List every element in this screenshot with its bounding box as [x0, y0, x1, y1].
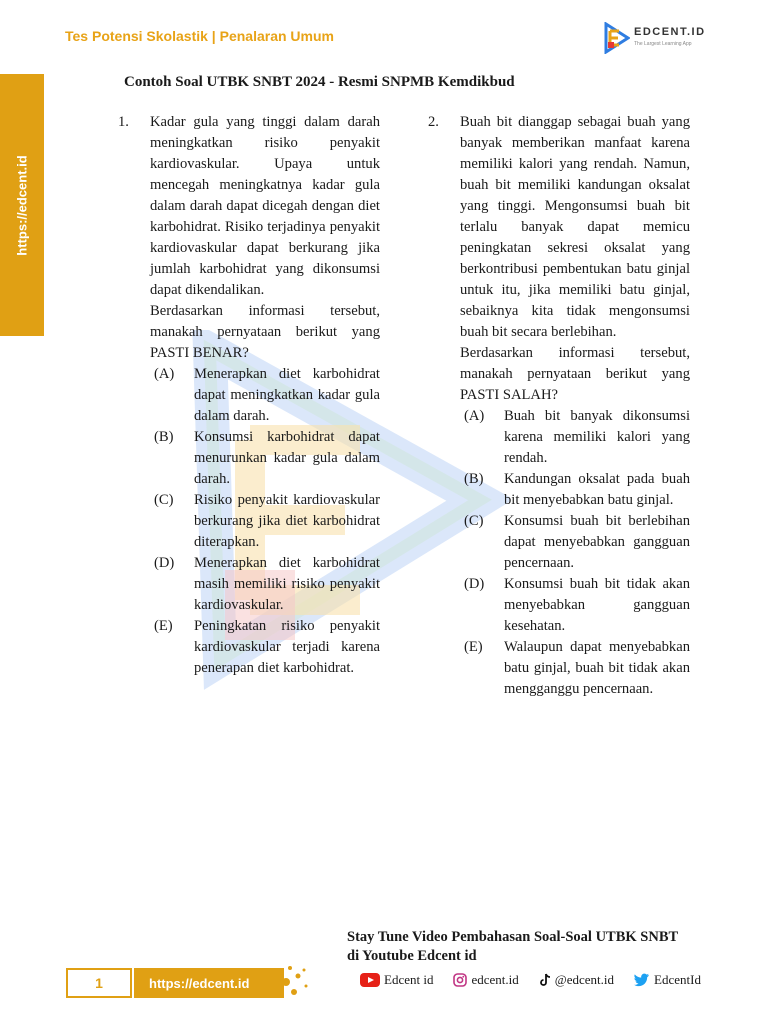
option-label: (D) [154, 555, 175, 571]
option-b[interactable] [150, 427, 380, 490]
option-text: Peningkatan risiko penyakit kardiovaskular terjadi karena penerapan diet karbohidrat. [194, 618, 380, 676]
option-text: Konsumsi karbohidrat dapat menurunkan kadar gula dalam darah. [194, 429, 380, 487]
question-stem: Kadar gula yang tinggi dalam darah meningkatkan risiko penyakit kardiovaskular. Upaya untuk mencegah meningkatnya kadar gula dalam darah dapat dicegah dengan diet karbohidrat. Risiko terjadinya penyakit kardiovaskular dapat berkurang jika jumlah karbohidrat yang dikonsumsi dapat dikendalikan. [150, 114, 380, 298]
option-a[interactable] [150, 364, 380, 427]
footer-cta [347, 928, 678, 966]
twitter-link[interactable] [634, 972, 701, 988]
option-label: (C) [464, 513, 484, 529]
option-b[interactable] [460, 469, 690, 511]
option-c[interactable] [460, 511, 690, 574]
side-url[interactable]: https://edcent.id [14, 154, 30, 256]
option-text: Menerapkan diet karbohidrat masih memiliki risiko penyakit kardiovaskular. [194, 555, 380, 613]
side-url-container [0, 74, 44, 336]
question-number: 2. [428, 114, 439, 130]
question-prompt: Berdasarkan informasi tersebut, manakah pernyataan berikut yang PASTI BENAR? [150, 303, 380, 361]
option-c[interactable] [150, 490, 380, 553]
instagram-link[interactable] [453, 972, 518, 988]
option-d[interactable] [150, 553, 380, 616]
paint-splash-icon [270, 962, 318, 1002]
question-number: 1. [118, 114, 129, 130]
brand-name: EDCENT.ID [634, 26, 706, 38]
option-e[interactable] [460, 637, 690, 700]
youtube-link[interactable] [360, 972, 433, 988]
option-label: (B) [154, 429, 174, 445]
question-2 [428, 112, 690, 700]
instagram-icon [453, 973, 467, 987]
option-text: Risiko penyakit kardiovaskular berkurang jika diet karbohidrat diterapkan. [194, 492, 380, 550]
edcent-logo[interactable] [604, 22, 714, 56]
twitter-icon [634, 973, 650, 987]
document-title: Contoh Soal UTBK SNBT 2024 - Resmi SNPMB Kemdikbud [124, 74, 515, 90]
twitter-label: EdcentId [654, 972, 701, 987]
option-text: Konsumsi buah bit berlebihan dapat menyebabkan gangguan pencernaan. [504, 513, 690, 571]
edcent-logo-icon [604, 22, 630, 54]
option-text: Kandungan oksalat pada buah bit menyebabkan batu ginjal. [504, 471, 690, 508]
page-number: 1 [66, 968, 132, 998]
option-label: (B) [464, 471, 484, 487]
tiktok-link[interactable] [539, 972, 614, 988]
tiktok-label: @edcent.id [554, 972, 615, 987]
option-label: (D) [464, 576, 485, 592]
option-label: (E) [154, 618, 173, 634]
footer-cta-line-1: Stay Tune Video Pembahasan Soal-Soal UTBK SNBT [347, 929, 679, 945]
option-label: (E) [464, 639, 483, 655]
tiktok-icon [539, 973, 551, 987]
option-label: (A) [464, 408, 485, 424]
instagram-label: edcent.id [471, 972, 519, 987]
question-stem: Buah bit dianggap sebagai buah yang banyak memberikan manfaat karena memiliki kalori yang rendah. Namun, buah bit memiliki kandungan oksalat yang tinggi. Mengonsumsi buah bit terlalu banyak dapat memicu peningkatan sekresi oksalat yang berkontribusi pembentukan batu ginjal untuk itu, jika memiliki batu ginjal, sebaiknya kita tidak mengonsumsi buah bit secara berlebihan. [460, 114, 690, 340]
footer-url[interactable]: https://edcent.id [134, 968, 284, 998]
footer-cta-line-2: di Youtube Edcent id [347, 948, 477, 964]
question-1 [118, 112, 380, 679]
youtube-label: Edcent id [384, 972, 434, 987]
youtube-icon [360, 973, 380, 987]
option-label: (C) [154, 492, 174, 508]
option-text: Menerapkan diet karbohidrat dapat meningkatkan kadar gula dalam darah. [194, 366, 380, 424]
option-d[interactable] [460, 574, 690, 637]
header-title: Tes Potensi Skolastik | Penalaran Umum [65, 28, 334, 44]
option-text: Konsumsi buah bit tidak akan menyebabkan gangguan kesehatan. [504, 576, 690, 634]
option-text: Buah bit banyak dikonsumsi karena memiliki kalori yang rendah. [504, 408, 690, 466]
option-text: Walaupun dapat menyebabkan batu ginjal, buah bit tidak akan mengganggu pencernaan. [504, 639, 690, 697]
question-prompt: Berdasarkan informasi tersebut, manakah pernyataan berikut yang PASTI SALAH? [460, 345, 690, 403]
option-label: (A) [154, 366, 175, 382]
option-a[interactable] [460, 406, 690, 469]
brand-tagline: The Largest Learning App [634, 41, 692, 47]
option-e[interactable] [150, 616, 380, 679]
social-links [360, 972, 721, 988]
